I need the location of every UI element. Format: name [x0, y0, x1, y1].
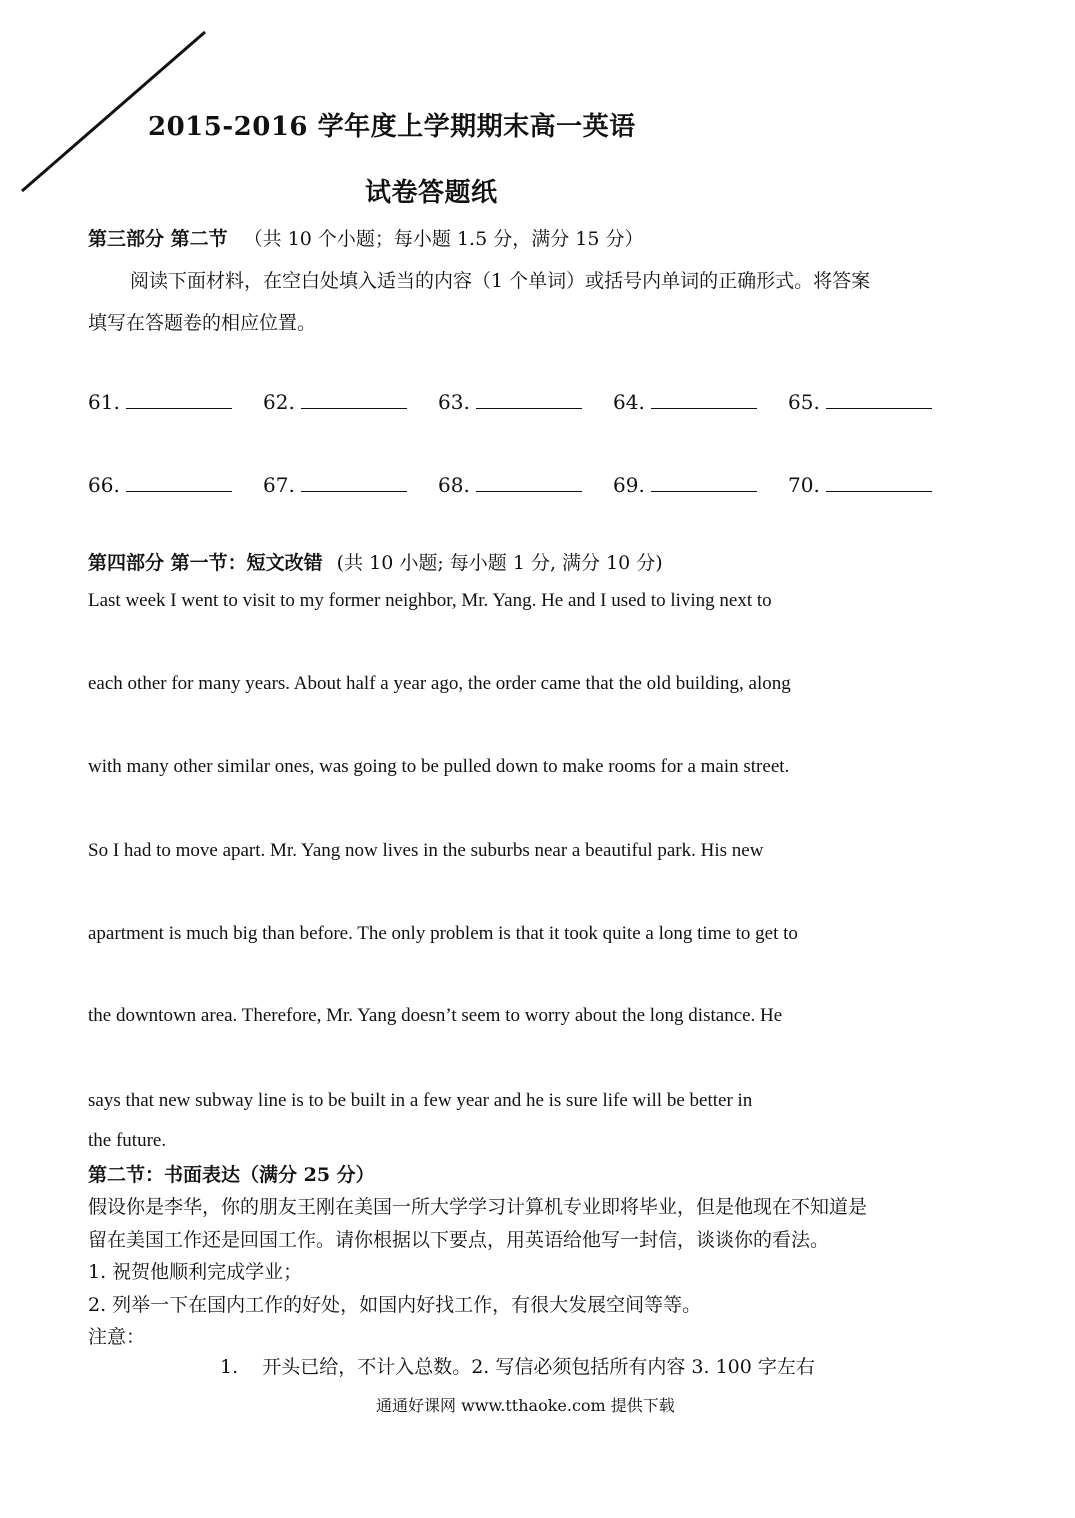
answer-blank[interactable] [263, 390, 407, 414]
correction-line: the downtown area. Therefore, Mr. Yang doesn’t seem to worry about the long distance. He [88, 1005, 783, 1026]
page-title: 2015-2016 学年度上学期期末高一英语 [148, 112, 636, 142]
answer-blank[interactable] [788, 473, 932, 497]
diagonal-corner-line [0, 0, 220, 200]
answer-blank-number: 61. [88, 390, 120, 414]
answer-blank-number: 63. [438, 390, 470, 414]
answer-blank-number: 69. [613, 473, 645, 497]
part3-heading-bold: 第三部分 第二节 [88, 228, 228, 250]
footer-text: 通通好课网 www.tthaoke.com 提供下载 [376, 1396, 675, 1415]
part3-heading-rest: （共 10 个小题；每小题 1.5 分，满分 15 分） [243, 228, 644, 250]
writing-point-1: 1. 祝贺他顺利完成学业； [88, 1261, 303, 1283]
writing-note-label: 注意： [88, 1326, 146, 1348]
answer-blank[interactable] [88, 473, 232, 497]
answer-blank[interactable] [438, 390, 582, 414]
part3-instruction-line2: 填写在答题卷的相应位置。 [88, 312, 317, 334]
answer-blank[interactable] [613, 473, 757, 497]
answer-blank[interactable] [788, 390, 932, 414]
answer-blank[interactable] [88, 390, 232, 414]
correction-line: each other for many years. About half a year ago, the order came that the old building, along [88, 673, 791, 694]
writing-note [220, 1352, 815, 1379]
answer-blank[interactable] [438, 473, 582, 497]
answer-blank-number: 62. [263, 390, 295, 414]
part4-heading-rest: (共 10 小题; 每小题 1 分, 满分 10 分) [336, 552, 663, 574]
correction-line: the future. [88, 1130, 167, 1151]
writing-prompt-line1: 假设你是李华，你的朋友王刚在美国一所大学学习计算机专业即将毕业，但是他现在不知道是 [88, 1196, 868, 1218]
writing-prompt-line2: 留在美国工作还是回国工作。请你根据以下要点，用英语给他写一封信，谈谈你的看法。 [88, 1229, 830, 1251]
writing-note-number: 1. [220, 1356, 239, 1378]
part4-heading-bold: 第四部分 第一节：短文改错 [88, 552, 323, 574]
writing-point-2: 2. 列举一下在国内工作的好处，如国内好找工作，有很大发展空间等等。 [88, 1294, 702, 1316]
correction-line: apartment is much big than before. The only problem is that it took quite a long time to get to [88, 923, 798, 944]
part3-instruction-line1: 阅读下面材料，在空白处填入适当的内容（1 个单词）或括号内单词的正确形式。将答案 [130, 270, 871, 292]
writing-note-text: 开头已给，不计入总数。2. 写信必须包括所有内容 3. 100 字左右 [262, 1356, 815, 1378]
correction-line: Last week I went to visit to my former neighbor, Mr. Yang. He and I used to living next to [88, 590, 772, 611]
part4-heading [88, 548, 663, 575]
answer-blank-number: 68. [438, 473, 470, 497]
answer-blank-number: 70. [788, 473, 820, 497]
answer-blank-number: 64. [613, 390, 645, 414]
page-subtitle: 试卷答题纸 [365, 178, 498, 208]
correction-line: says that new subway line is to be built in a few year and he is sure life will be better in [88, 1090, 753, 1111]
writing-heading: 第二节：书面表达（满分 25 分） [88, 1164, 375, 1186]
answer-blank-number: 65. [788, 390, 820, 414]
correction-line: with many other similar ones, was going to be pulled down to make rooms for a main street. [88, 756, 790, 777]
correction-line: So I had to move apart. Mr. Yang now lives in the suburbs near a beautiful park. His new [88, 840, 764, 861]
answer-blank-number: 66. [88, 473, 120, 497]
answer-blank-number: 67. [263, 473, 295, 497]
answer-blank[interactable] [613, 390, 757, 414]
part3-heading [88, 224, 643, 251]
answer-blank[interactable] [263, 473, 407, 497]
